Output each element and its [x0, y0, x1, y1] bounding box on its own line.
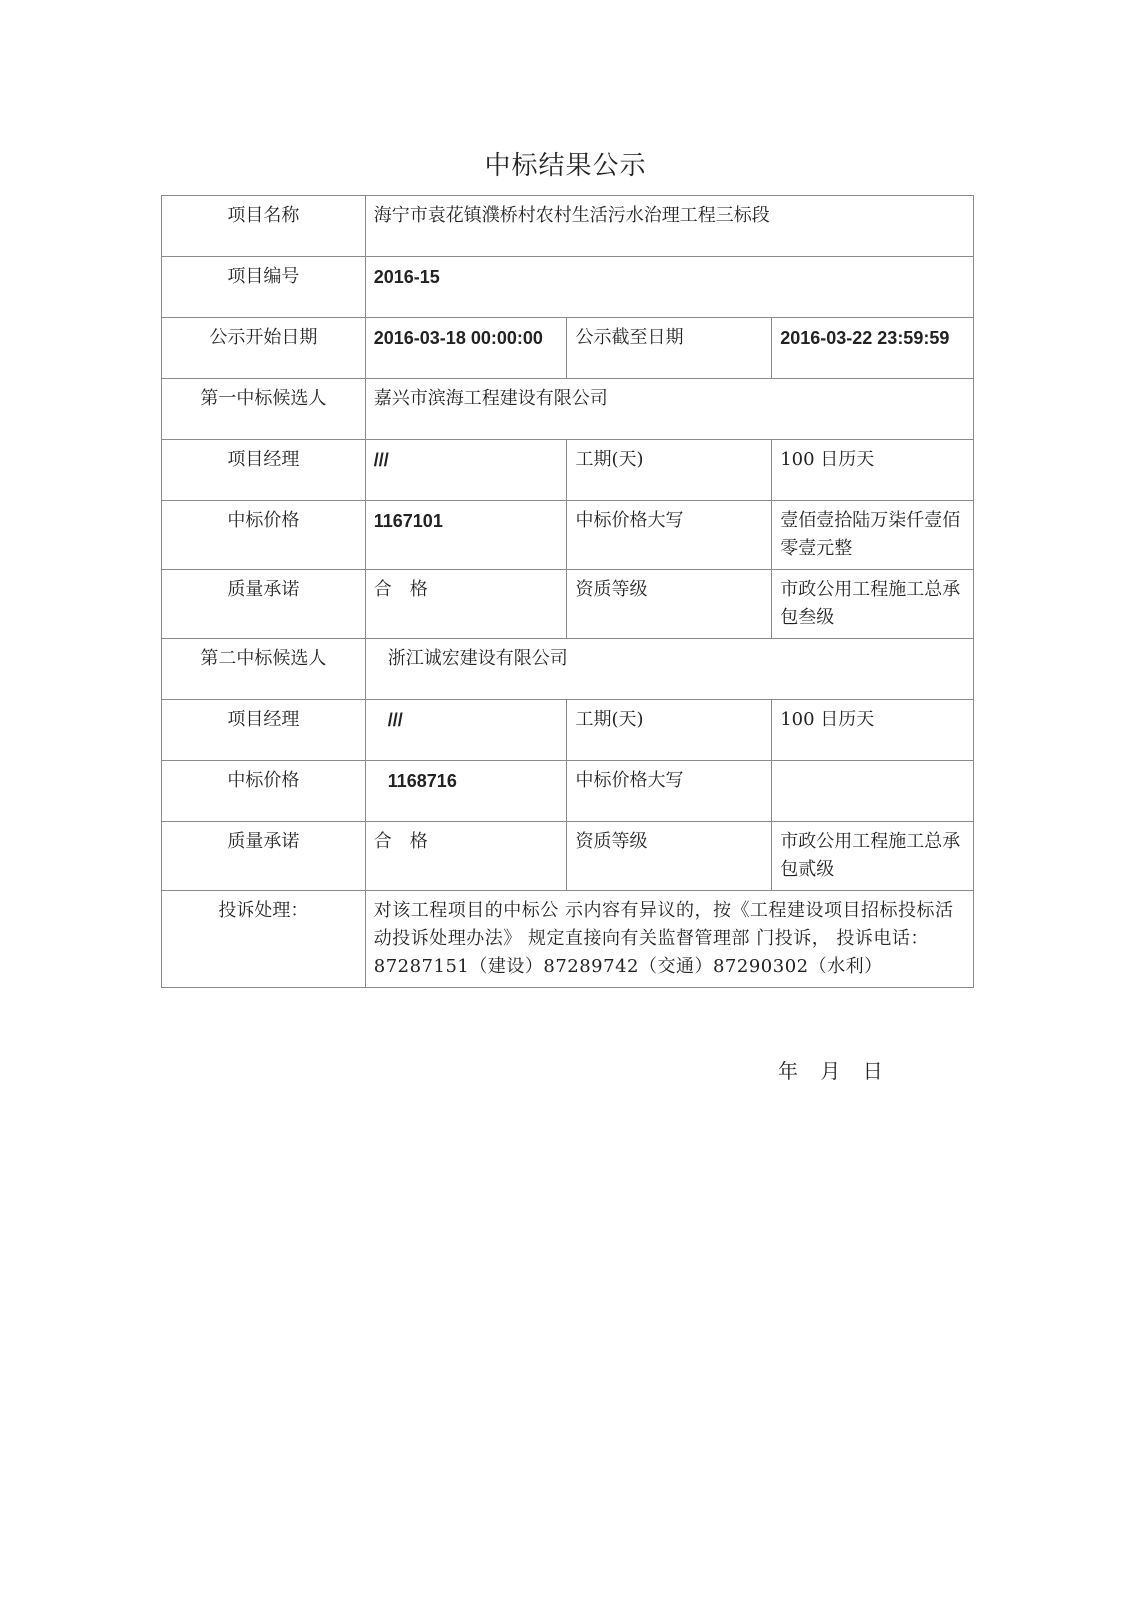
start-date-label: 公示开始日期 [162, 318, 366, 379]
first-grade-value: 市政公用工程施工总承包叁级 [772, 570, 974, 639]
row-first-quality [162, 570, 974, 639]
second-price-words-value [772, 761, 974, 822]
row-second-price [162, 761, 974, 822]
second-quality-label: 质量承诺 [162, 822, 366, 891]
second-price-label: 中标价格 [162, 761, 366, 822]
first-manager-label: 项目经理 [162, 440, 366, 501]
first-period-value: 100 日历天 [772, 440, 974, 501]
row-second-quality [162, 822, 974, 891]
row-first-candidate [162, 379, 974, 440]
signature-date-line: 年 月 日 [778, 1059, 883, 1083]
second-candidate-value: 浙江诚宏建设有限公司 [365, 639, 973, 700]
row-project-code [162, 257, 974, 318]
second-manager-value: /// [365, 700, 567, 761]
row-second-candidate [162, 639, 974, 700]
first-candidate-label: 第一中标候选人 [162, 379, 366, 440]
second-quality-value: 合 格 [365, 822, 567, 891]
row-project-name [162, 196, 974, 257]
second-period-label: 工期(天) [567, 700, 772, 761]
page-title: 中标结果公示 [484, 151, 647, 181]
second-price-words-label: 中标价格大写 [567, 761, 772, 822]
row-first-price [162, 501, 974, 570]
project-code-value: 2016-15 [365, 257, 973, 318]
second-grade-label: 资质等级 [567, 822, 772, 891]
row-first-manager [162, 440, 974, 501]
project-code-label: 项目编号 [162, 257, 366, 318]
row-dates [162, 318, 974, 379]
first-price-value: 1167101 [365, 501, 567, 570]
end-date-label: 公示截至日期 [567, 318, 772, 379]
first-price-words-value: 壹佰壹拾陆万柒仟壹佰零壹元整 [772, 501, 974, 570]
complaint-label: 投诉处理： [162, 891, 366, 988]
first-grade-label: 资质等级 [567, 570, 772, 639]
row-second-manager [162, 700, 974, 761]
second-manager-label: 项目经理 [162, 700, 366, 761]
first-candidate-value: 嘉兴市滨海工程建设有限公司 [365, 379, 973, 440]
bid-result-table [161, 195, 974, 988]
first-period-label: 工期(天) [567, 440, 772, 501]
second-period-value: 100 日历天 [772, 700, 974, 761]
first-quality-value: 合 格 [365, 570, 567, 639]
row-complaint [162, 891, 974, 988]
first-price-label: 中标价格 [162, 501, 366, 570]
second-price-value: 1168716 [365, 761, 567, 822]
project-name-label: 项目名称 [162, 196, 366, 257]
project-name-value: 海宁市袁花镇濮桥村农村生活污水治理工程三标段 [365, 196, 973, 257]
first-price-words-label: 中标价格大写 [567, 501, 772, 570]
start-date-value: 2016-03-18 00:00:00 [365, 318, 567, 379]
end-date-value: 2016-03-22 23:59:59 [772, 318, 974, 379]
second-candidate-label: 第二中标候选人 [162, 639, 366, 700]
first-quality-label: 质量承诺 [162, 570, 366, 639]
second-grade-value: 市政公用工程施工总承包贰级 [772, 822, 974, 891]
complaint-text: 对该工程项目的中标公 示内容有异议的，按《工程建设项目招标投标活动投诉处理办法》 规定直接向有关监督管理部 门投诉， 投诉电话：87287151（建设）87289742（交通）87290302（水利） [365, 891, 973, 988]
first-manager-value: /// [365, 440, 567, 501]
